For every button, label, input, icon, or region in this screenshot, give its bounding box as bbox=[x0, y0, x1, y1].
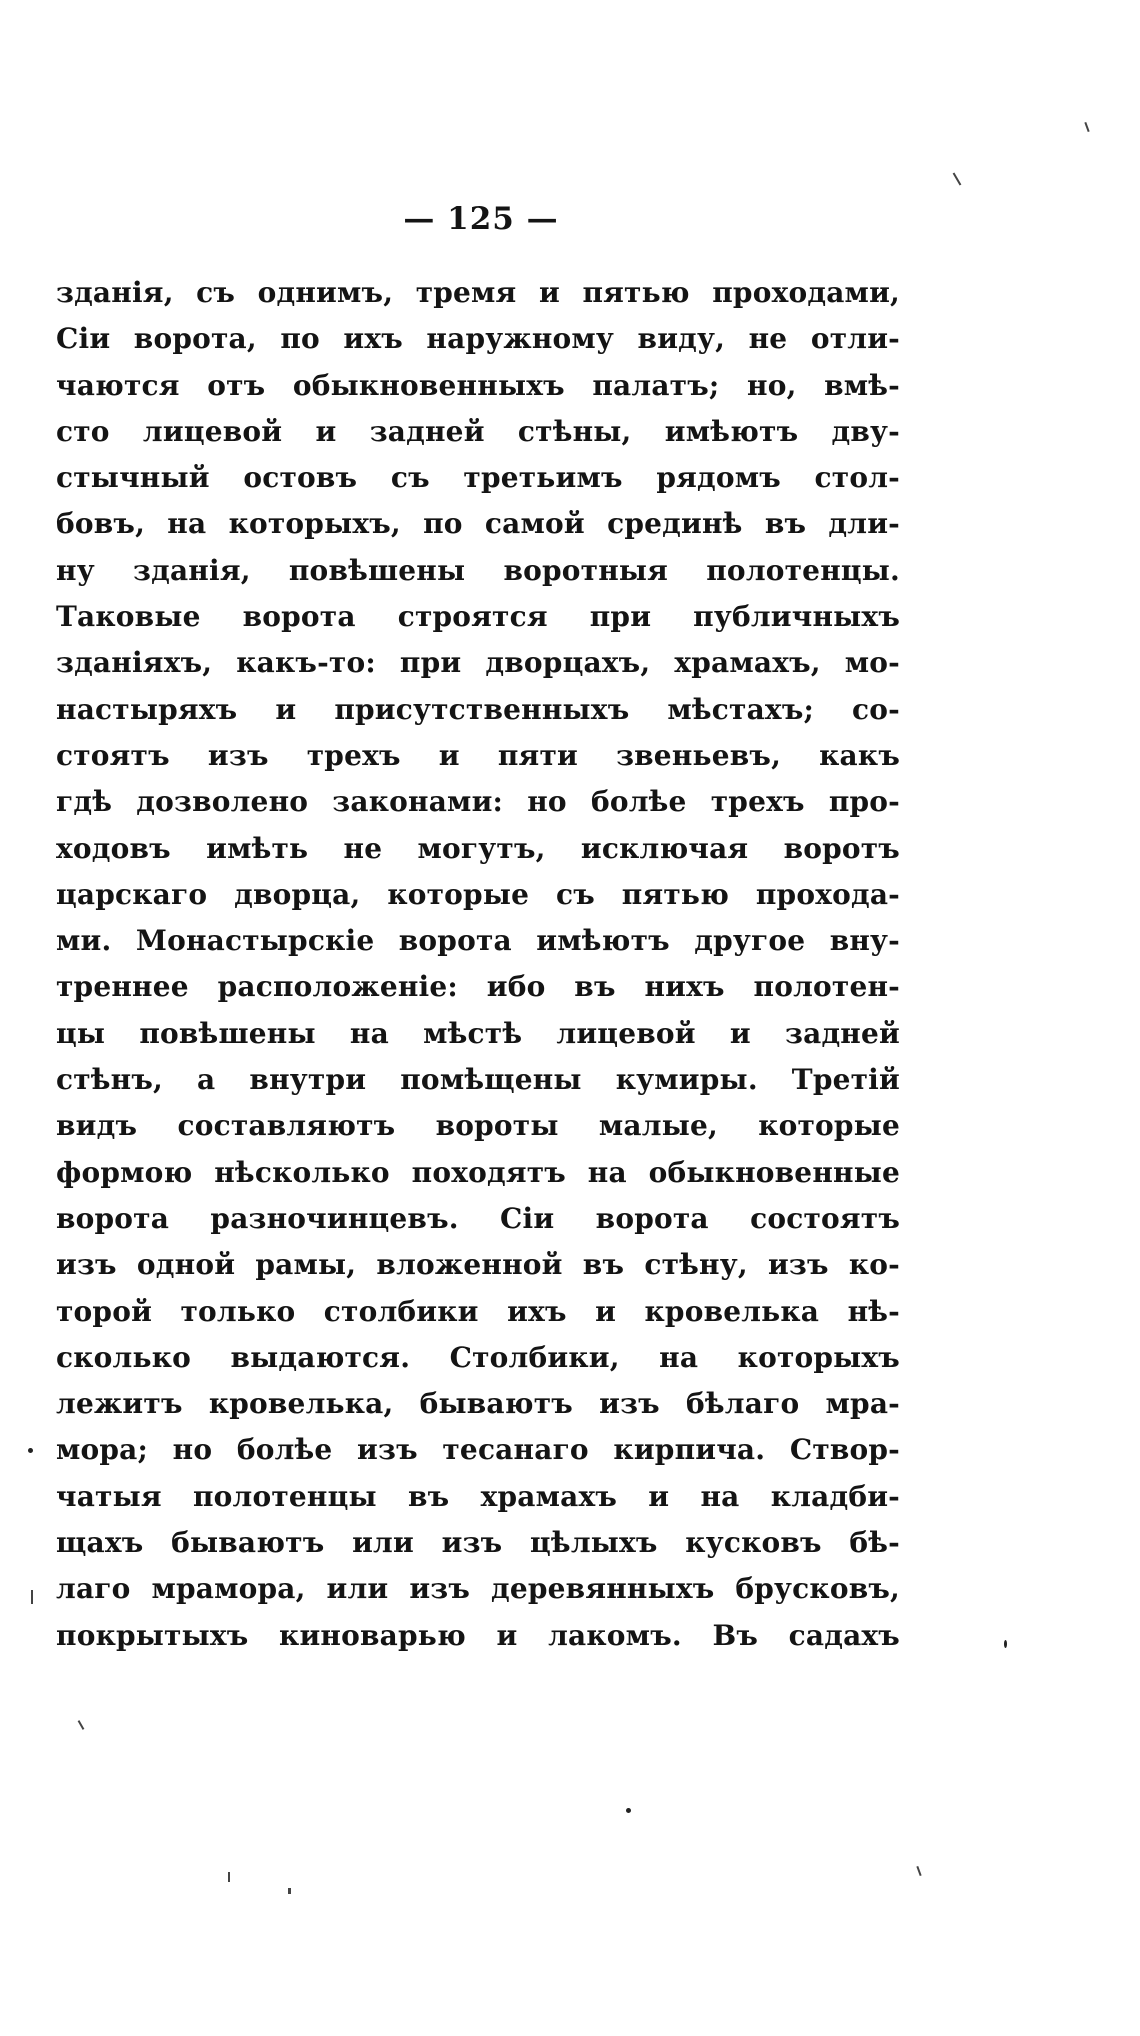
text-line: щахъ бываютъ или изъ цѣлыхъ кусковъ бѣ- bbox=[56, 1526, 900, 1560]
text-line: мора; но болѣе изъ тесанаго кирпича. Створ- bbox=[56, 1433, 900, 1467]
text-line: зданіяхъ, какъ-то: при дворцахъ, храмахъ, мо- bbox=[56, 646, 900, 680]
text-line: цы повѣшены на мѣстѣ лицевой и задней bbox=[56, 1016, 900, 1050]
text-line: зданія, съ однимъ, тремя и пятью проходами, bbox=[56, 276, 900, 309]
text-line: видъ составляютъ вороты малые, которые bbox=[56, 1109, 900, 1143]
text-line: торой только столбики ихъ и кровелька нѣ- bbox=[56, 1294, 900, 1328]
text-line: бовъ, на которыхъ, по самой срединѣ въ дли- bbox=[56, 507, 900, 541]
text-line: формою нѣсколько походятъ на обыкновенные bbox=[56, 1155, 900, 1189]
text-line: Таковые ворота строятся при публичныхъ bbox=[56, 600, 900, 634]
scan-speck bbox=[288, 1888, 291, 1894]
text-line: настыряхъ и присутственныхъ мѣстахъ; со- bbox=[56, 692, 900, 726]
text-line: сколько выдаются. Столбики, на которыхъ bbox=[56, 1340, 900, 1374]
scan-speck bbox=[28, 1448, 33, 1453]
text-line: стѣнъ, а внутри помѣщены кумиры. Третій bbox=[56, 1063, 900, 1097]
scan-speck bbox=[78, 1720, 85, 1730]
text-line: гдѣ дозволено законами: но болѣе трехъ про- bbox=[56, 785, 900, 819]
text-line: лаго мрамора, или изъ деревянныхъ брусковъ, bbox=[56, 1572, 900, 1606]
text-line: сто лицевой и задней стѣны, имѣютъ дву- bbox=[56, 414, 900, 448]
scan-speck bbox=[31, 1590, 33, 1604]
page-number: — 125 — bbox=[403, 201, 559, 237]
body-text bbox=[56, 270, 900, 1659]
text-line: изъ одной рамы, вложенной въ стѣну, изъ ко- bbox=[56, 1248, 900, 1282]
scan-speck bbox=[953, 172, 962, 185]
text-line: лежитъ кровелька, бываютъ изъ бѣлаго мра- bbox=[56, 1387, 900, 1421]
text-line: чатыя полотенцы въ храмахъ и на кладби- bbox=[56, 1479, 900, 1513]
scan-speck bbox=[1084, 122, 1089, 132]
scan-speck bbox=[1004, 1640, 1007, 1648]
text-line: ми. Монастырскіе ворота имѣютъ другое вну- bbox=[56, 924, 900, 958]
scan-speck bbox=[916, 1866, 921, 1876]
text-line: треннее расположеніе: ибо въ нихъ полотен- bbox=[56, 970, 900, 1004]
text-line: стычный остовъ съ третьимъ рядомъ стол- bbox=[56, 461, 900, 495]
text-line: ну зданія, повѣшены воротныя полотенцы. bbox=[56, 553, 900, 587]
text-line: Сіи ворота, по ихъ наружному виду, не отли- bbox=[56, 322, 900, 356]
text-line: покрытыхъ киноварью и лакомъ. Въ садахъ bbox=[56, 1618, 900, 1652]
scan-speck bbox=[228, 1872, 230, 1882]
text-line: чаются отъ обыкновенныхъ палатъ; но, вмѣ- bbox=[56, 368, 900, 402]
text-line: ходовъ имѣть не могутъ, исключая воротъ bbox=[56, 831, 900, 865]
scan-speck bbox=[626, 1808, 631, 1813]
text-line: стоятъ изъ трехъ и пяти звеньевъ, какъ bbox=[56, 738, 900, 772]
text-line: царскаго дворца, которые съ пятью прохода- bbox=[56, 877, 900, 911]
text-line: ворота разночинцевъ. Сіи ворота состоятъ bbox=[56, 1201, 900, 1235]
